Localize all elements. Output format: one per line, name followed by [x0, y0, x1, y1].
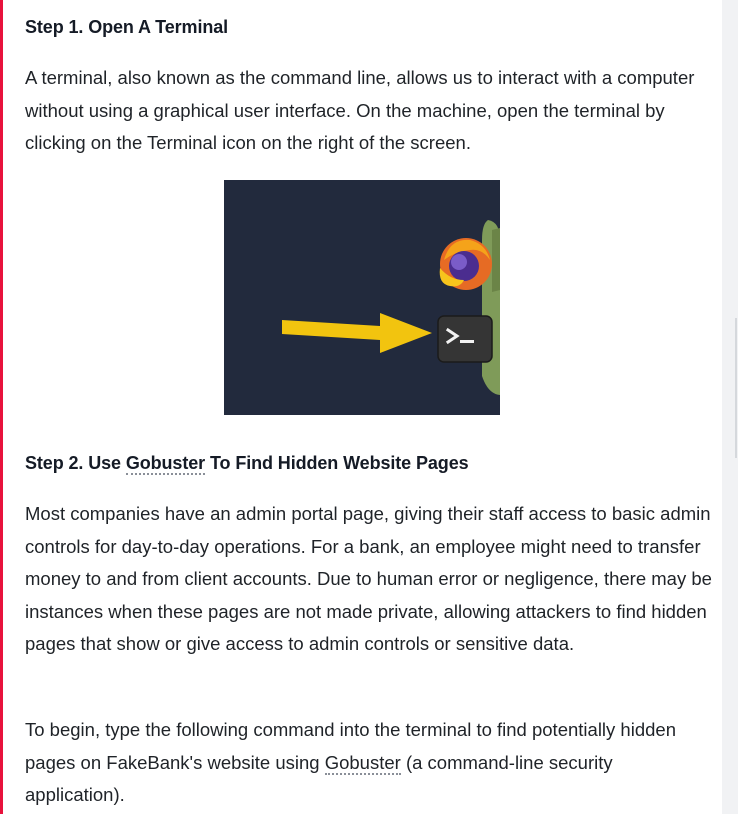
step2-paragraph-2-suffix: (a command-line security application).: [25, 751, 613, 806]
terminal-screenshot: [224, 180, 500, 415]
step1-heading: Step 1. Open A Terminal: [25, 17, 229, 37]
left-accent-rule: [0, 0, 3, 814]
step1-paragraph: A terminal, also known as the command line, allows us to interact with a computer without using a graphical user interface. On the machine, open the terminal by clicking on the Terminal icon on the right of the screen.: [25, 67, 695, 154]
screenshot-graphic: [224, 180, 500, 415]
gobuster-link[interactable]: Gobuster: [125, 453, 206, 473]
step2-heading-prefix: Step 2. Use: [25, 453, 126, 473]
terminal-icon: [438, 316, 492, 362]
step2-paragraph-2: [25, 714, 715, 812]
right-gutter: [722, 0, 738, 814]
step2-paragraph-2-prefix: To begin, type the following command into the terminal to find potentially hidden pages on FakeBank's website using: [25, 719, 676, 773]
firefox-icon: [440, 238, 492, 290]
step2-heading-suffix: To Find Hidden Website Pages: [205, 453, 469, 473]
arrow-icon: [282, 313, 432, 353]
scrollbar-thumb[interactable]: [735, 318, 737, 458]
gobuster-inline-link[interactable]: Gobuster: [324, 751, 401, 773]
step2-paragraph: Most companies have an admin portal page, giving their staff access to basic admin controls for day-to-day operations. For a bank, an employee might need to transfer money to and from client accounts. Due to human error or negligence, there may be instances when these pages are not made private, allowing attackers to find hidden pages that show or give access to admin controls or sensitive data.: [25, 503, 712, 655]
step2-heading: [25, 451, 469, 475]
